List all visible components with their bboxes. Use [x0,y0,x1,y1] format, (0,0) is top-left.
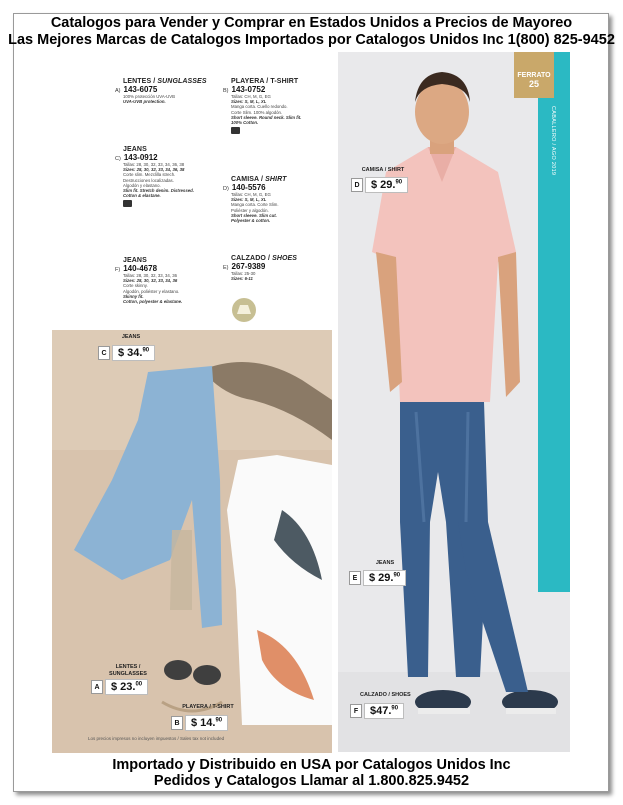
price-tag-lentes-a [91,679,148,695]
product-a-info [115,78,207,105]
product-b-letter: B) [223,88,229,94]
product-b-desc-en-1: Short sleeve. Round neck. Slim fit. [231,114,302,120]
product-e-sizes-en: Sizes: 6-11 [231,276,253,282]
product-c-category: JEANS [123,146,147,153]
product-b-info [223,78,302,134]
brand-tab [514,52,554,98]
header-line-2: Las Mejores Marcas de Catalogos Importados por Catalogos Unidos Inc 1(800) 825-9452 [8,32,615,48]
page-number: 25 [528,79,539,89]
product-d-desc-en-1: Short sleeve. Slim cut. [231,212,277,218]
price-value: $ 29.90 [363,570,406,586]
vertical-label-wrap [550,106,562,226]
price-tag-jeans-e [349,570,406,586]
product-a-desc: 100% protección UVA-UVB [123,94,175,99]
product-f-desc-en-1: Skinny fit. [123,293,144,299]
product-a-category: LENTES / SUNGLASSES [123,78,207,85]
price-value: $ 14.90 [185,715,228,731]
product-d-code: 140-5576 [231,183,266,192]
price-value: $ 23.00 [105,679,148,695]
tag-letter: A [91,680,103,694]
product-e-code: 267-9389 [231,262,266,271]
product-f-desc-en-2: Cotton, polyester & elastane. [123,299,183,305]
product-b-desc-en-2: 100% Cotton. [231,120,259,126]
tag-jeans-c-label: JEANS [121,334,141,340]
tag-playera-b-label: PLAYERA / T-SHIRT [182,704,234,710]
product-f-code: 140-4678 [123,264,158,273]
tag-jeans-e-label: JEANS [375,560,395,566]
product-d-category: CAMISA / SHIRT [231,176,287,183]
footer-line-2: Pedidos y Catalogos Llamar al 1.800.825.9452 [153,773,470,789]
product-f-letter: F) [115,267,121,273]
product-c-sizes: Tallas: 28, 30, 32, 33, 34, 36, 38 [123,162,185,167]
product-c-letter: C) [115,156,121,162]
product-d-desc-en-2: Polyester & cotton. [231,218,271,224]
tag-calzado-f-label: CALZADO / SHOES [360,692,411,698]
product-f-category: JEANS [123,257,147,264]
tag-letter: B [171,716,183,730]
header-line-1: Catalogos para Vender y Comprar en Estados Unidos a Precios de Mayoreo [50,15,573,31]
product-f-desc-1: Corte skinny. [123,283,148,289]
model-photo [338,52,570,752]
product-c-desc-en-1: Slim fit. Stretch denim. Distressed. [123,188,194,194]
vertical-section-label: CABALLERO / AGO 2019 [550,106,556,176]
tag-letter: F [350,704,362,718]
wash-care-icon [231,127,240,134]
product-b-code: 143-0752 [231,85,266,94]
price-tag-calzado-f [350,703,404,719]
wash-care-icon [123,200,132,207]
product-e-category: CALZADO / SHOES [231,255,298,262]
product-d-info [223,176,287,224]
product-d-sizes-en: Sizes: S, M, L, XL [231,197,267,203]
tag-lentes-a-label-2: SUNGLASSES [109,671,147,677]
tax-disclaimer: Los precios impresos no incluyen impuestos / Sales tax not included [88,736,225,741]
price-tag-camisa-d [351,177,408,193]
product-a-desc-en: UVA-UVB protection. [123,99,166,105]
product-c-info [115,146,194,207]
product-c-desc-3: Algodón y elastano. [123,182,161,188]
product-f-sizes-en: Sizes: 28, 30, 32, 33, 34, 36 [123,278,178,284]
product-b-desc-2: Corte Slim. 100% algodón. [231,109,283,115]
product-b-desc-1: Manga corta. Cuello redondo. [231,104,288,110]
product-c-desc-en-2: Cotton & elastane. [123,193,161,199]
product-b-sizes-en: Sizes: S, M, L, XL [231,99,267,105]
tag-letter: E [349,571,361,585]
product-f-info [115,257,183,305]
product-c-sizes-en: Sizes: 28, 30, 32, 33, 34, 36, 38 [123,167,185,173]
price-tag-jeans-c [98,345,155,361]
price-value: $47.90 [364,703,404,719]
product-f-sizes: Tallas: 28, 30, 32, 33, 34, 36 [123,273,177,278]
product-c-code: 143-0912 [123,153,158,162]
product-d-sizes: Tallas: CH, M, G, EG [231,192,271,197]
material-badge-icon [231,296,257,324]
tag-letter: D [351,178,363,192]
tag-letter: C [98,346,110,360]
tag-camisa-d-label: CAMISA / SHIRT [361,167,405,173]
product-d-desc-1: Manga corta. Corte Slim. [231,202,279,208]
product-a-letter: A) [115,88,121,94]
product-b-sizes: Tallas: CH, M, G, EG [231,94,271,99]
price-tag-playera-b [171,715,228,731]
product-d-letter: D) [223,186,229,192]
product-c-desc-1: Corte slim. Mezclilla strech. [123,172,176,178]
product-e-sizes: Tallas: 25-30 [231,271,256,276]
product-b-category: PLAYERA / T-SHIRT [231,78,299,85]
footer-line-1: Importado y Distribuido en USA por Catalogos Unidos Inc [112,757,511,773]
product-f-desc-2: Algodón, poliéster y elastano. [123,288,180,294]
price-value: $ 29.90 [365,177,408,193]
product-a-code: 143-6075 [123,85,158,94]
product-d-desc-2: Poliéster y algodón. [231,207,269,213]
brand-name: FERRATO [517,72,551,79]
product-c-desc-2: Destrucciones localizadas. [123,177,174,183]
tag-lentes-a-label-1: LENTES / [115,664,141,670]
price-value: $ 34.90 [112,345,155,361]
product-e-letter: E) [223,265,229,271]
product-e-info [223,255,298,282]
